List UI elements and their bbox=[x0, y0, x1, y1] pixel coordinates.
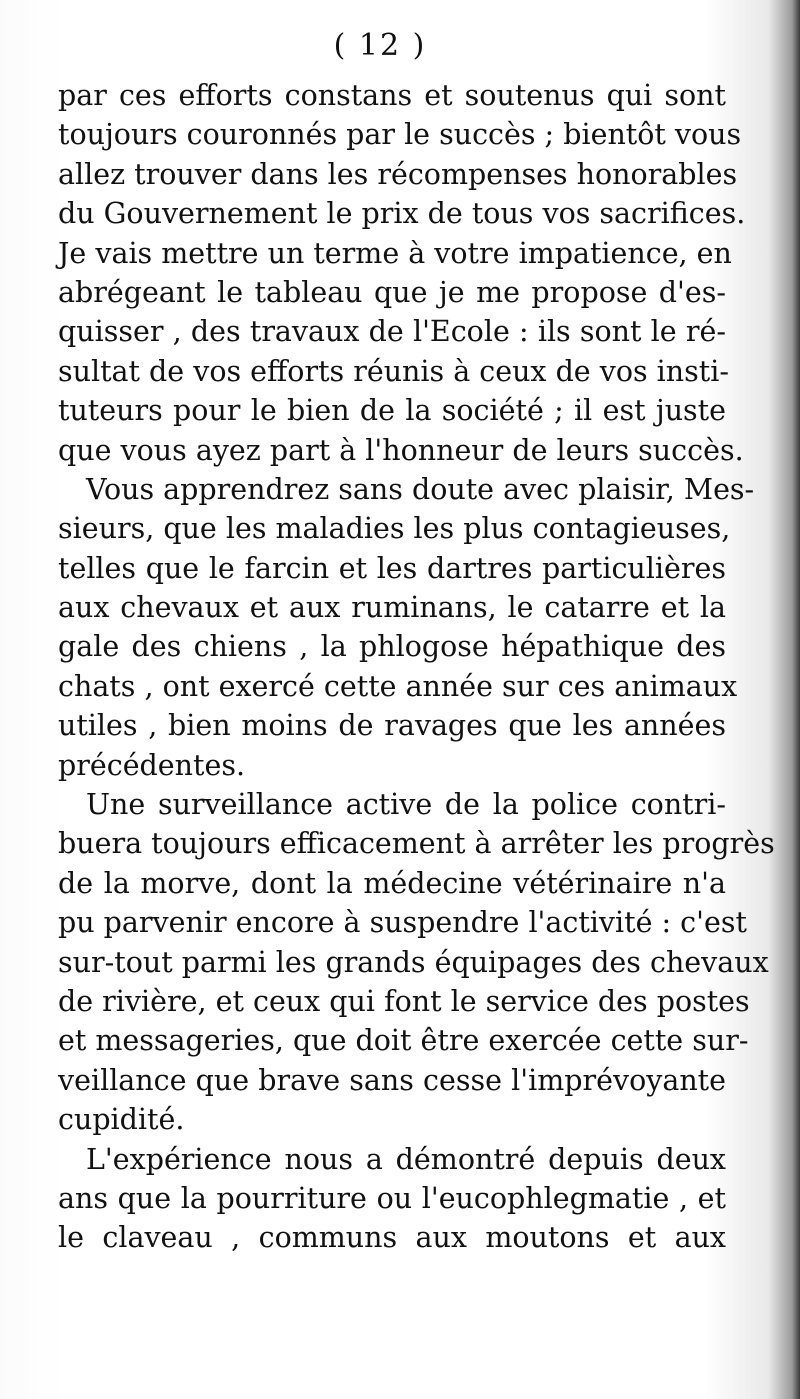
text-line: allez trouver dans les récompenses honorables bbox=[58, 157, 738, 191]
text-line: sur-tout parmi les grands équipages des chevaux bbox=[58, 945, 769, 979]
text-line: telles que le farcin et les dartres particulières bbox=[58, 551, 726, 585]
text-line: veillance que brave sans cesse l'imprévoyante bbox=[58, 1063, 726, 1097]
text-line: chats , ont exercé cette année sur ces animaux bbox=[58, 669, 738, 703]
text-line: ans que la pourriture ou l'eucophlegmatie , et bbox=[58, 1181, 726, 1215]
text-line: de rivière, et ceux qui font le service des postes bbox=[58, 984, 750, 1018]
paragraph bbox=[58, 1140, 726, 1258]
text-line: Vous apprendrez sans doute avec plaisir, Mes- bbox=[86, 472, 755, 506]
page-number: ( 12 ) bbox=[333, 28, 427, 63]
paragraph bbox=[58, 470, 755, 785]
text-line: Une surveillance active de la police contri- bbox=[86, 788, 726, 822]
text-line: que vous ayez part à l'honneur de leurs succès. bbox=[58, 433, 744, 467]
text-line: gale des chiens , la phlogose hépathique des bbox=[58, 630, 726, 664]
text-line: cupidité. bbox=[58, 1103, 185, 1137]
paragraph bbox=[58, 785, 775, 1140]
paragraph bbox=[58, 76, 746, 470]
text-line: utiles , bien moins de ravages que les années bbox=[58, 709, 726, 743]
text-line: abrégeant le tableau que je me propose d'es- bbox=[58, 275, 726, 309]
body-text bbox=[58, 76, 775, 1258]
text-line: précédentes. bbox=[58, 748, 246, 782]
text-line: par ces efforts constans et soutenus qui sont bbox=[58, 79, 726, 112]
text-line: et messageries, que doit être exercée cette sur- bbox=[58, 1024, 749, 1058]
text-line: aux chevaux et aux ruminans, le catarre et la bbox=[58, 591, 726, 625]
text-line: buera toujours efficacement à arrêter les progrès bbox=[58, 827, 775, 861]
text-line: quisser , des travaux de l'Ecole : ils sont le ré- bbox=[58, 315, 726, 349]
text-line: du Gouvernement le prix de tous vos sacrifices. bbox=[58, 197, 746, 231]
text-line: sieurs, que les maladies les plus contagieuses, bbox=[58, 512, 731, 546]
text-line: pu parvenir encore à suspendre l'activité : c'est bbox=[58, 906, 747, 940]
text-line: L'expérience nous a démontré depuis deux bbox=[86, 1142, 726, 1176]
text-line: Je vais mettre un terme à votre impatience, en bbox=[58, 236, 732, 270]
text-line: le claveau , communs aux moutons et aux bbox=[58, 1221, 726, 1255]
text-line: toujours couronnés par le succès ; bientôt vous bbox=[58, 118, 742, 152]
text-line: tuteurs pour le bien de la société ; il est juste bbox=[58, 394, 726, 428]
text-line: sultat de vos efforts réunis à ceux de vos insti- bbox=[58, 354, 729, 388]
text-line: de la morve, dont la médecine vétérinaire n'a bbox=[58, 866, 726, 900]
